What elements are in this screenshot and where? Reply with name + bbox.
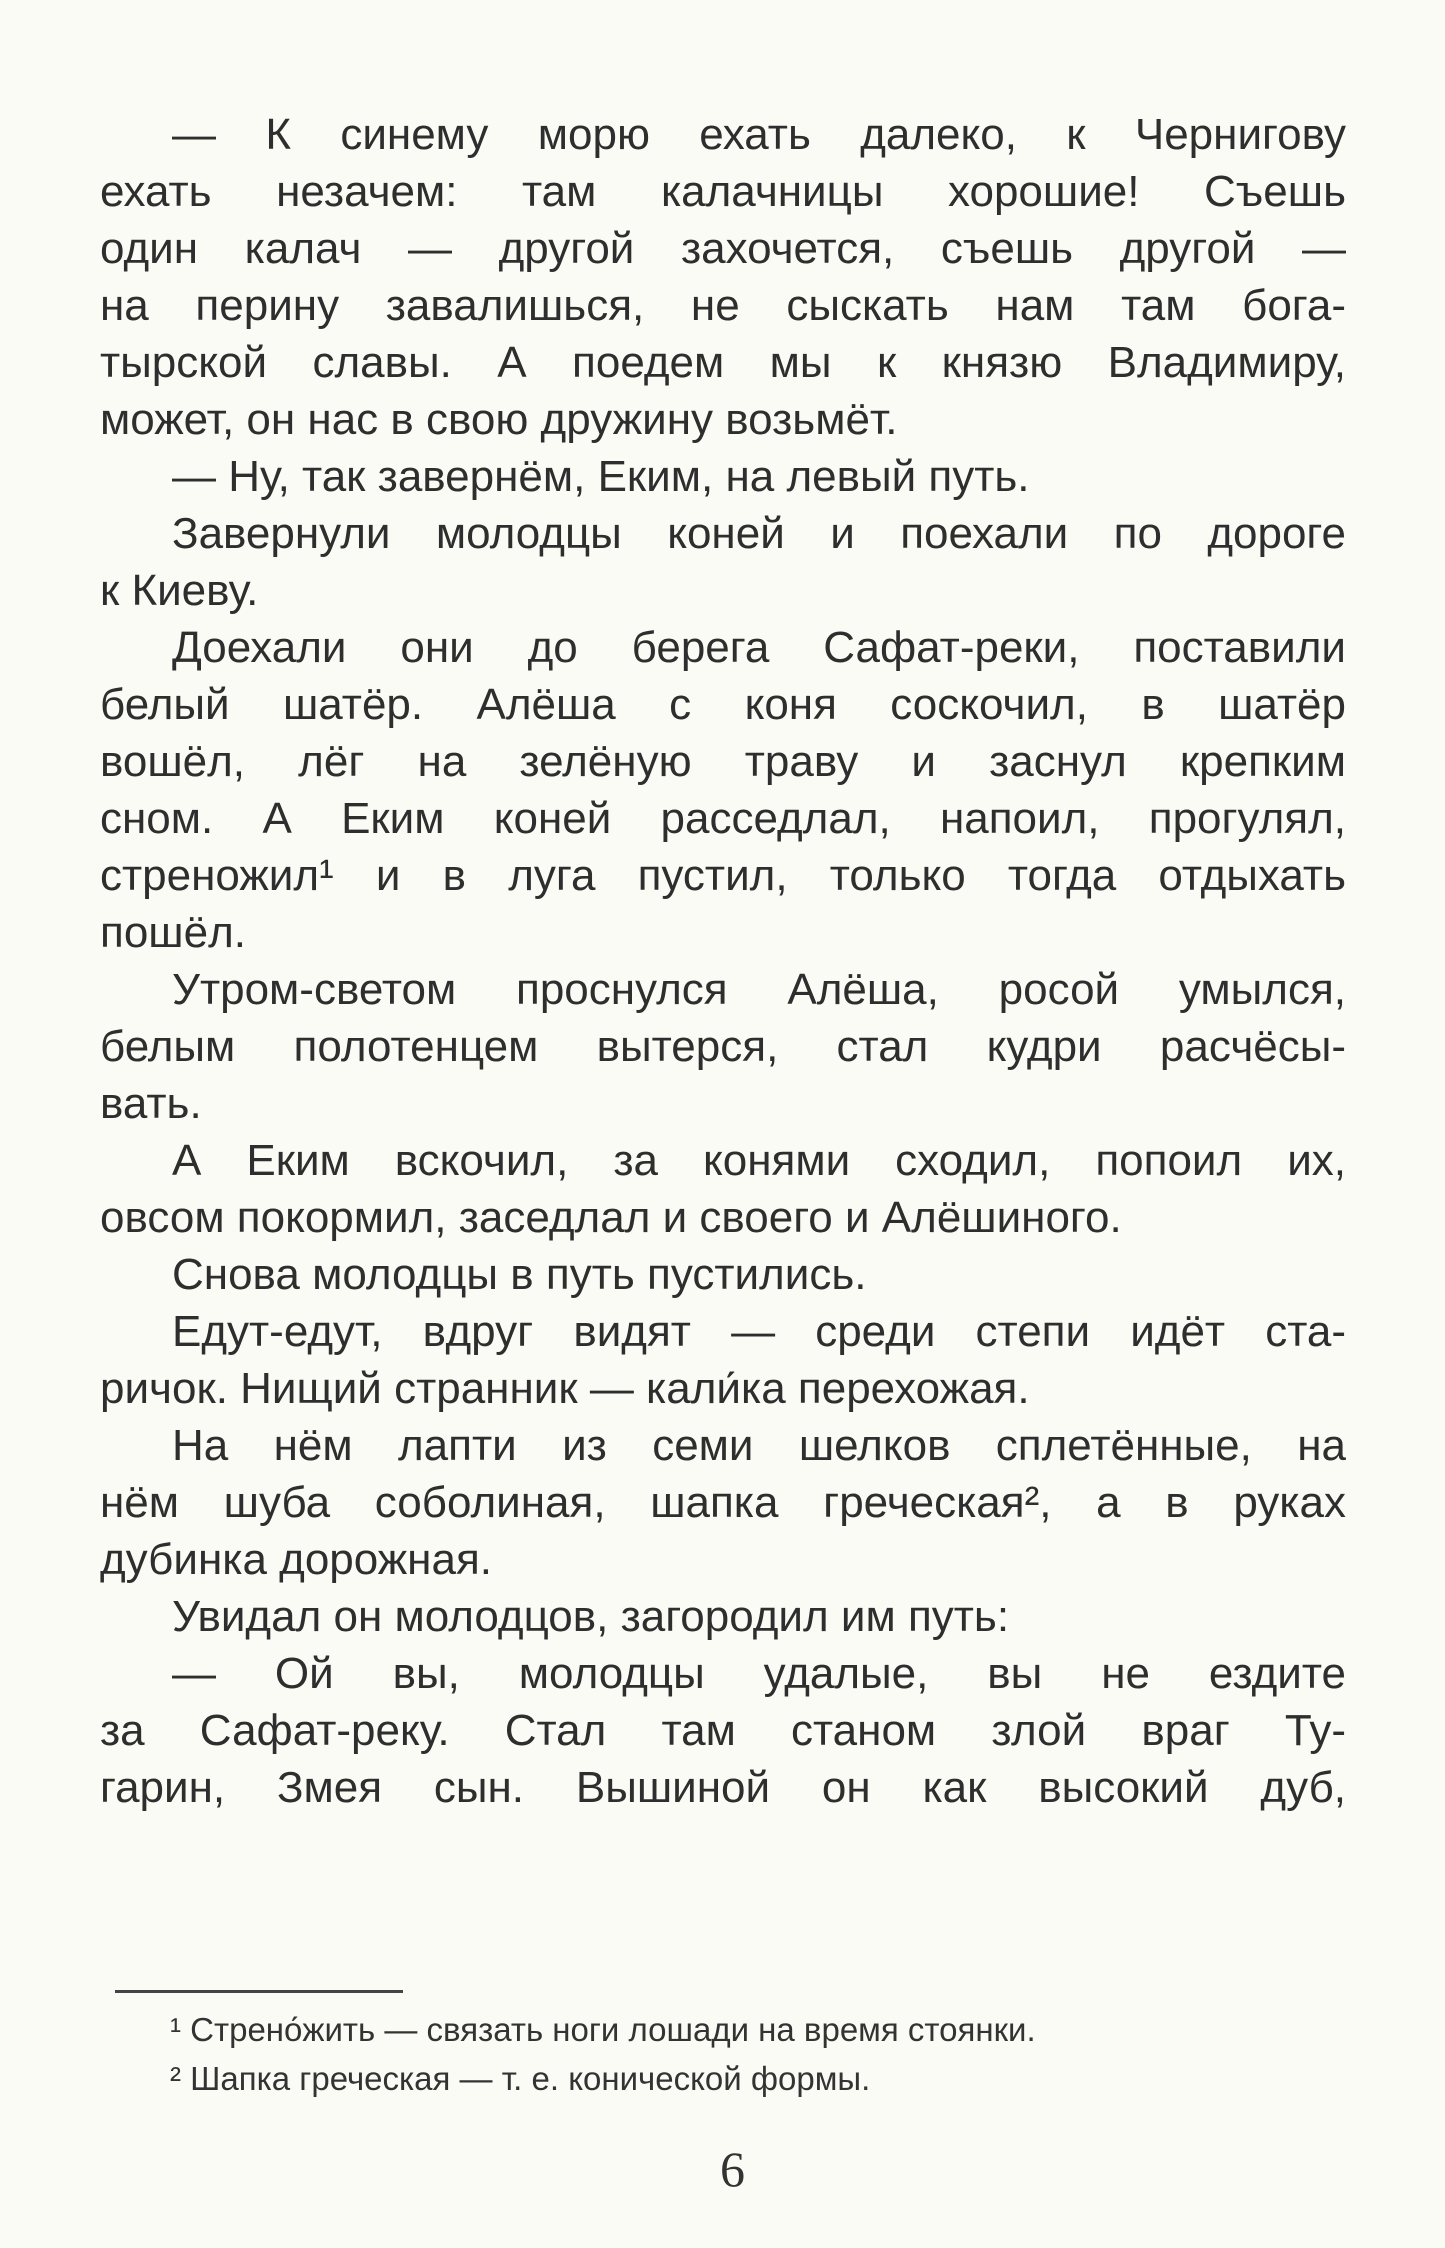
text-line: на перину завалишься, не сыскать нам там бога- (100, 281, 1346, 330)
paragraph (100, 106, 1346, 448)
body-text (100, 106, 1346, 1816)
paragraph (100, 961, 1346, 1132)
text-line: — Ну, так завернём, Еким, на левый путь. (172, 452, 1030, 501)
text-line: стреножил¹ и в луга пустил, только тогда отдыхать (100, 851, 1346, 900)
page-number: 6 (720, 2141, 745, 2197)
paragraph (100, 1588, 1346, 1645)
paragraph (100, 505, 1346, 619)
paragraph (100, 1417, 1346, 1588)
text-line: Доехали они до берега Сафат-реки, поставили (172, 623, 1346, 672)
text-line: один калач — другой захочется, съешь другой — (100, 224, 1346, 273)
footnote-2: ² Шапка греческая — т. е. конической формы. (170, 2060, 871, 2097)
paragraph (100, 1246, 1346, 1303)
text-line: сном. А Еким коней расседлал, напоил, прогулял, (100, 794, 1346, 843)
paragraph (100, 619, 1346, 961)
footnote-divider (115, 1990, 403, 1993)
text-line: Снова молодцы в путь пустились. (172, 1250, 867, 1299)
paragraph (100, 448, 1346, 505)
text-line: гарин, Змея сын. Вышиной он как высокий дуб, (100, 1763, 1346, 1812)
paragraph (100, 1303, 1346, 1417)
text-line: белым полотенцем вытерся, стал кудри расчёсы- (100, 1022, 1346, 1071)
footnote-1: ¹ Стрено́жить — связать ноги лошади на время стоянки. (170, 2011, 1036, 2048)
footnotes (170, 2005, 1036, 2103)
text-line: ехать незачем: там калачницы хорошие! Съешь (100, 167, 1346, 216)
text-line: Утром-светом проснулся Алёша, росой умылся, (172, 965, 1346, 1014)
text-line: — К синему морю ехать далеко, к Чернигову (172, 110, 1346, 159)
text-line: вать. (100, 1079, 202, 1128)
text-line: овсом покормил, заседлал и своего и Алёшиного. (100, 1193, 1122, 1242)
text-line: Едут-едут, вдруг видят — среди степи идёт ста- (172, 1307, 1346, 1356)
text-line: Увидал он молодцов, загородил им путь: (172, 1592, 1010, 1641)
text-line: белый шатёр. Алёша с коня соскочил, в шатёр (100, 680, 1346, 729)
text-line: А Еким вскочил, за конями сходил, попоил их, (172, 1136, 1346, 1185)
text-line: Завернули молодцы коней и поехали по дороге (172, 509, 1346, 558)
paragraph (100, 1645, 1346, 1816)
text-line: к Киеву. (100, 566, 259, 615)
text-line: за Сафат-реку. Стал там станом злой враг Ту- (100, 1706, 1346, 1755)
text-line: вошёл, лёг на зелёную траву и заснул крепким (100, 737, 1346, 786)
text-line: дубинка дорожная. (100, 1535, 493, 1584)
text-line: — Ой вы, молодцы удалые, вы не ездите (172, 1649, 1346, 1698)
text-line: тырской славы. А поедем мы к князю Владимиру, (100, 338, 1346, 387)
text-line: пошёл. (100, 908, 246, 957)
text-line: нём шуба соболиная, шапка греческая², а в руках (100, 1478, 1346, 1527)
text-line: На нём лапти из семи шелков сплетённые, на (172, 1421, 1346, 1470)
paragraph (100, 1132, 1346, 1246)
text-line: ричок. Нищий странник — кали́ка перехожая. (100, 1364, 1030, 1413)
text-line: может, он нас в свою дружину возьмёт. (100, 395, 898, 444)
